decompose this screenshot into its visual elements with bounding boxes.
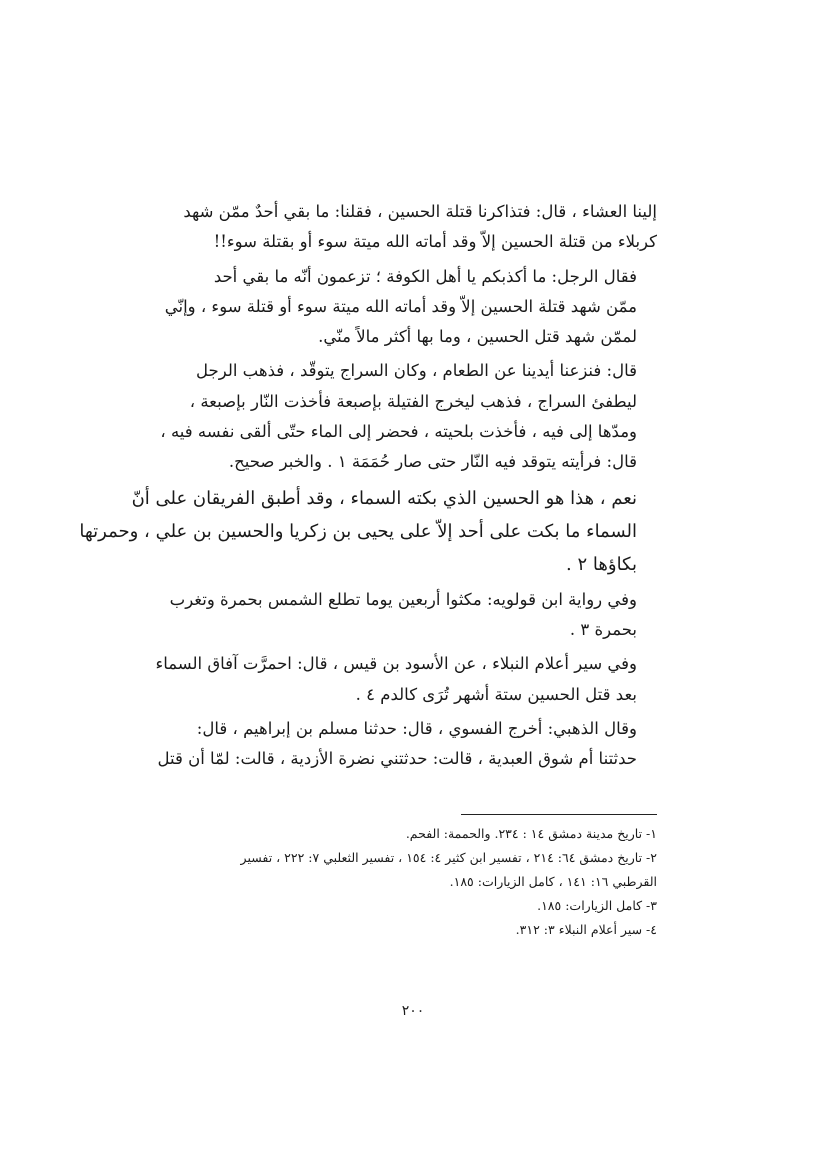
paragraph-2 (164, 262, 657, 353)
text-line: وفي رواية ابن قولويه: مكثوا أربعين يوما تطلع الشمس بحمرة وتغرب (169, 589, 637, 609)
text-line: ومدّها إلى فيه ، فأخذت بلحيته ، فحضر إلى الماء حتّى ألقى نفسه فيه ، (160, 422, 637, 442)
text-line: كربلاء من قتلة الحسين إلاّ وقد أماته الله ميتة سوء أو بقتلة سوء!! (213, 232, 657, 252)
footnote-2: ٢- تاريخ دمشق ٦٤: ٢١٤ ، تفسير ابن كثير ٤: ١٥٤ ، تفسير الثعلبي ٧: ٢٢٢ ، تفسير (240, 850, 657, 865)
paragraph-7 (157, 714, 657, 775)
paragraph-6 (155, 649, 657, 710)
footnotes (173, 822, 657, 942)
footnote-2-continuation: القرطبي ١٦: ١٤١ ، كامل الزيارات: ١٨٥. (449, 874, 657, 889)
text-line: ليطفئ السراج ، فذهب ليخرج الفتيلة بإصبعة فأخذت النّار بإصبعة ، (189, 391, 637, 411)
text-line: ممّن شهد قتلة الحسين إلاّ وقد أماته الله ميتة سوء أو قتلة سوء ، وإنّي (164, 296, 637, 316)
footnote-divider (461, 814, 657, 815)
footnote-3: ٣- كامل الزيارات: ١٨٥. (537, 898, 657, 913)
paragraph-5 (169, 585, 657, 646)
paragraph-4 (79, 482, 657, 581)
footnote-1: ١- تاريخ مدينة دمشق ١٤ : ٢٣٤. والحممة: الفحم. (405, 826, 657, 841)
footnote-4: ٤- سير أعلام النبلاء ٣: ٣١٢. (515, 922, 657, 937)
text-line: السماء ما بكت على أحد إلاّ على يحيى بن زكريا والحسين بن علي ، وحمرتها (79, 520, 637, 542)
text-line: قال: فنزعنا أيدينا عن الطعام ، وكان السراج يتوقّد ، فذهب الرجل (196, 361, 637, 381)
text-line: إلينا العشاء ، قال: فتذاكرنا قتلة الحسين ، فقلنا: ما بقي أحدٌ ممّن شهد (183, 202, 657, 221)
paragraph-1 (173, 197, 657, 258)
page-number: ٢٠٠ (401, 1003, 425, 1019)
text-line: بعد قتل الحسين ستة أشهر تُرَى كالدم ٤ . (355, 684, 637, 704)
text-line: بكاؤها ٢ . (566, 553, 637, 575)
text-line: وفي سير أعلام النبلاء ، عن الأسود بن قيس ، قال: احمرَّت آفاق السماء (155, 654, 637, 674)
text-line: بحمرة ٣ . (569, 619, 637, 639)
text-line: حدثتنا أم شوق العبدية ، قالت: حدثتني نضرة الأزدية ، قالت: لمّا أن قتل (157, 749, 637, 769)
paragraph-3 (160, 356, 657, 477)
text-line: لممّن شهد قتل الحسين ، وما بها أكثر مالاً منّي. (318, 327, 637, 347)
text-line: وقال الذهبي: أخرج الفسوي ، قال: حدثنا مسلم بن إبراهيم ، قال: (196, 718, 637, 738)
text-line: فقال الرجل: ما أكذبكم يا أهل الكوفة ؛ تزعمون أنّه ما بقي أحد (213, 266, 637, 286)
text-line: نعم ، هذا هو الحسين الذي بكته السماء ، وقد أطبق الفريقان على أنّ (131, 487, 637, 509)
text-line: قال: فرأيته يتوقد فيه النّار حتى صار حُمَمَة ١ . والخبر صحيح. (228, 452, 637, 472)
body-text (79, 197, 657, 778)
